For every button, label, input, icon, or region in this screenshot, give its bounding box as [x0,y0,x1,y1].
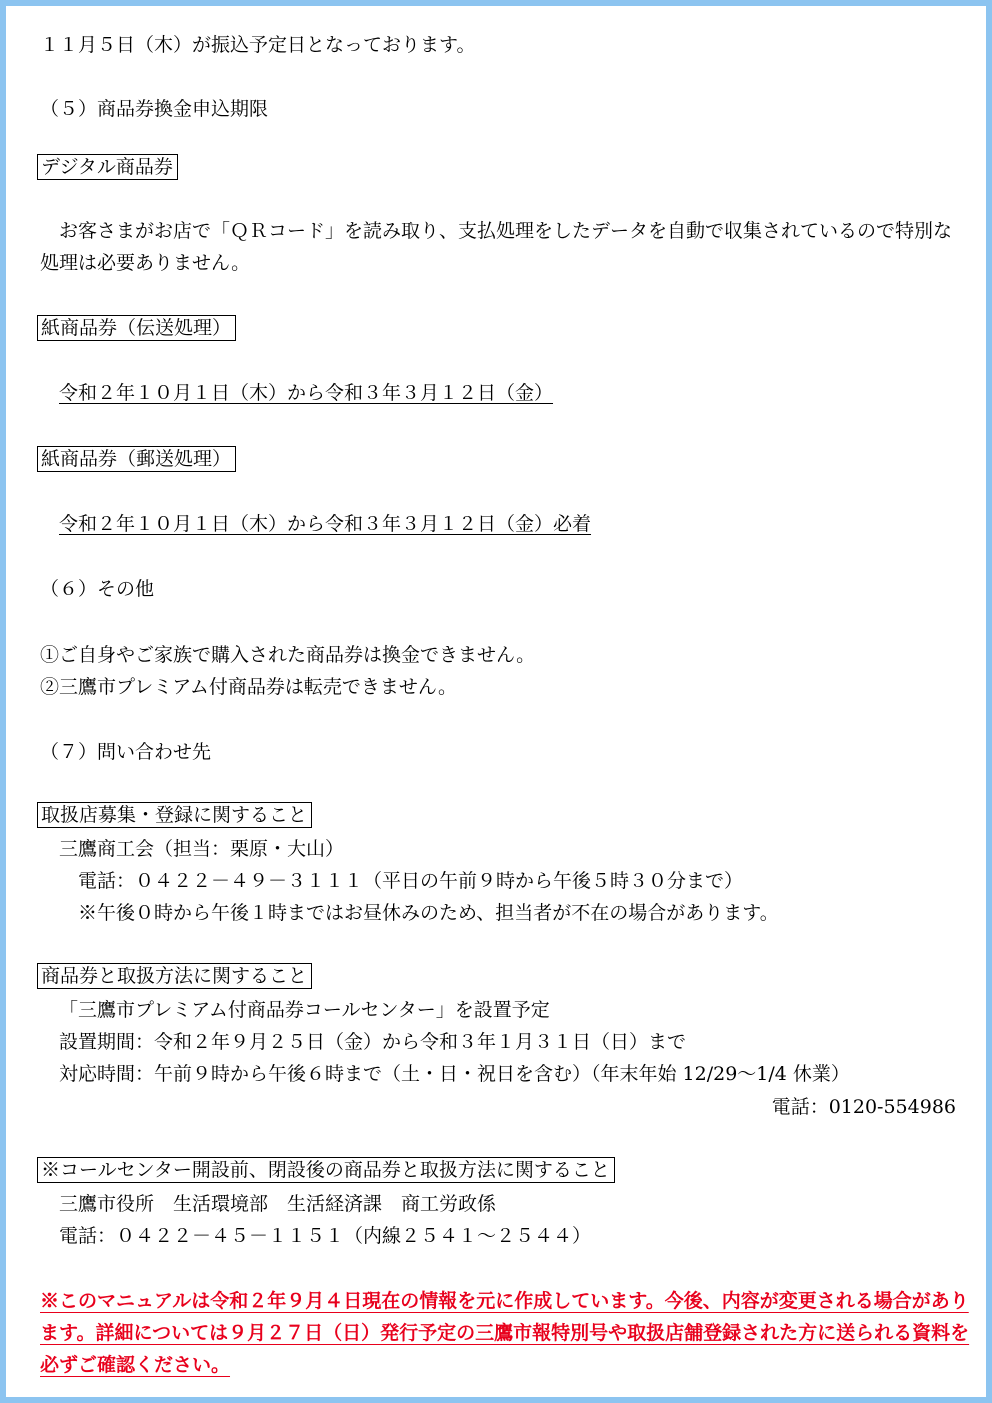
digital-voucher-label: デジタル商品券 [37,154,178,180]
paper-mail-period: 令和２年１０月１日（木）から令和３年３月１２日（金）必着 [59,513,592,535]
city-office-phone: 電話：０４２２－４５－１１５１（内線２５４１～２５４４） [59,1225,592,1247]
store-registration-label: 取扱店募集・登録に関すること [37,802,312,828]
other-item-2: ②三鷹市プレミアム付商品券は転売できません。 [40,676,458,698]
transfer-date-text: １１月５日（木）が振込予定日となっております。 [40,34,476,56]
call-center-phone: 電話：0120-554986 [771,1096,956,1118]
call-center-text: 「三鷹市プレミアム付商品券コールセンター」を設置予定 [59,999,550,1021]
section-6-heading: （６）その他 [40,578,155,600]
section-7-heading: （７）問い合わせ先 [40,741,212,763]
call-center-period: 設置期間：令和２年９月２５日（金）から令和３年１月３１日（日）まで [59,1031,687,1053]
section-5-heading: （５）商品券換金申込期限 [40,98,269,120]
red-notice: ※このマニュアルは令和２年９月４日現在の情報を元に作成しています。今後、内容が変更される場合があります。詳細については９月２７日（日）発行予定の三鷹市報特別号や取扱店舗登録された方に送られる資料を必ずご確認ください。 [40,1290,970,1376]
store-phone: 電話：０４２２－４９－３１１１（平日の午前９時から午後５時３０分まで） [78,870,744,892]
document-page [6,6,986,1397]
paper-mail-label: 紙商品券（郵送処理） [37,446,236,472]
paper-transmit-label: 紙商品券（伝送処理） [37,315,236,341]
pre-call-center-label: ※コールセンター開設前、閉設後の商品券と取扱方法に関すること [37,1157,615,1183]
store-note: ※午後０時から午後１時まではお昼休みのため、担当者が不在の場合があります。 [78,902,779,924]
paper-transmit-period: 令和２年１０月１日（木）から令和３年３月１２日（金） [59,382,554,404]
city-office-organization: 三鷹市役所 生活環境部 生活経済課 商工労政係 [59,1193,497,1215]
digital-voucher-text: お客さまがお店で「ＱＲコード」を読み取り、支払処理をしたデータを自動で収集されているので特別な処理は必要ありません。 [40,220,953,274]
other-item-1: ①ご自身やご家族で購入された商品券は換金できません。 [40,644,536,666]
store-organization: 三鷹商工会（担当：栗原・大山） [59,838,345,860]
voucher-handling-label: 商品券と取扱方法に関すること [37,963,312,989]
call-center-hours: 対応時間：午前９時から午後６時まで（土・日・祝日を含む）（年末年始 12/29～1/4 休業） [59,1063,850,1085]
